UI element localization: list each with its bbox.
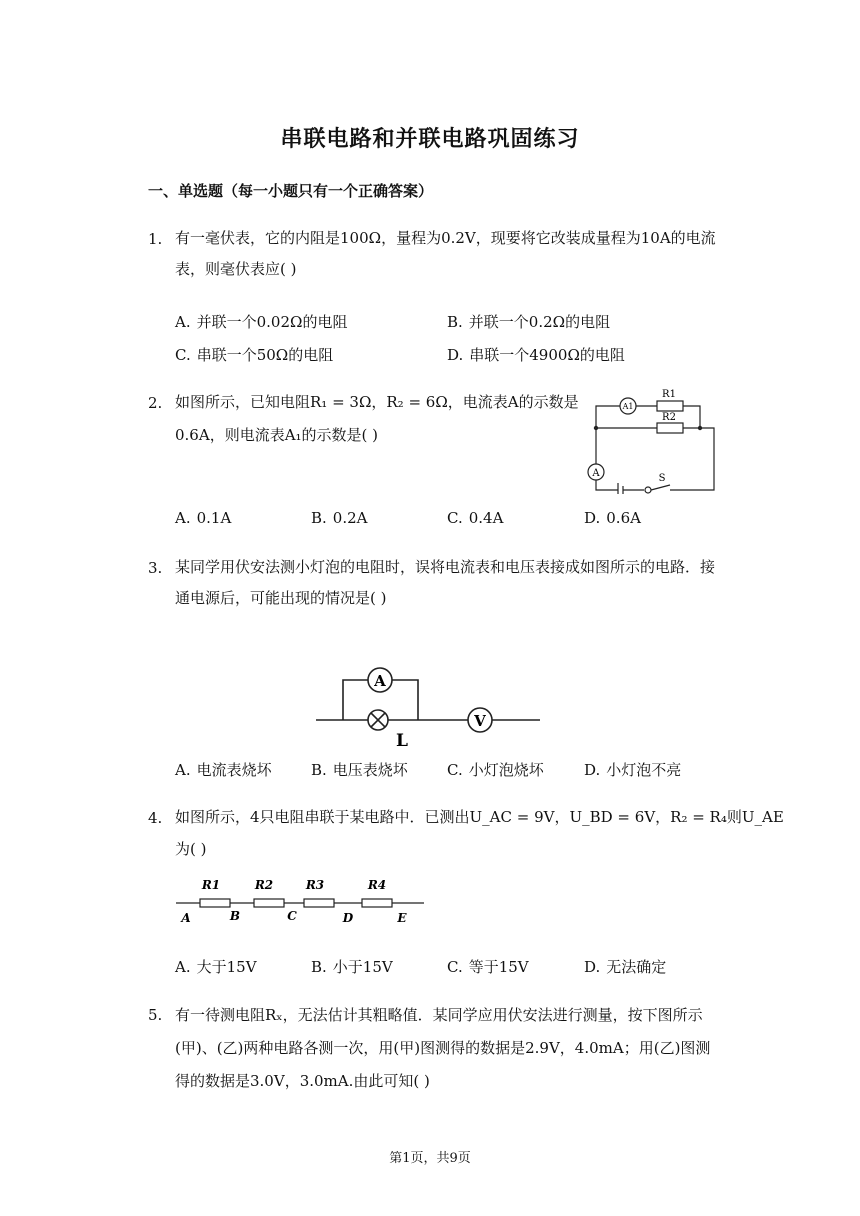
page-title: 串联电路和并联电路巩固练习: [280, 126, 580, 152]
node-label: B: [229, 909, 241, 923]
question-number: 5.: [148, 1006, 163, 1024]
option-d: D. 0.6A: [584, 509, 641, 527]
question-text: 有一毫伏表，它的内阻是100Ω，量程为0.2V，现要将它改装成量程为10A的电流表，则毫伏表应( ): [175, 229, 716, 278]
section-heading: 一、单选题（每一小题只有一个正确答案）: [148, 182, 434, 200]
question-text-line: 如图所示，已知电阻R₁ = 3Ω，R₂ = 6Ω，电流表A的示数是: [175, 393, 579, 411]
option-b: B. 小于15V: [311, 958, 393, 976]
ammeter-a1-label: A1: [622, 402, 634, 411]
ammeter-a-label: A: [592, 468, 600, 479]
option-d: D. 串联一个4900Ω的电阻: [447, 346, 625, 364]
question-text-line: 为( ): [175, 840, 207, 858]
lamp-ammeter-circuit-figure: [312, 664, 544, 750]
option-c: C. 小灯泡烧坏: [447, 761, 544, 779]
question-text-line: 0.6A，则电流表A₁的示数是( ): [175, 426, 379, 444]
option-c: C. 等于15V: [447, 958, 529, 976]
option-d: D. 小灯泡不亮: [584, 761, 682, 779]
voltmeter-label: V: [474, 712, 486, 730]
r2-label: R2: [662, 412, 676, 423]
option-b: B. 并联一个0.2Ω的电阻: [447, 313, 611, 331]
series-resistors-figure: [172, 872, 430, 926]
node-label: E: [397, 911, 407, 925]
node-label: D: [342, 911, 354, 925]
option-a: A. 大于15V: [175, 958, 257, 976]
ammeter-label: A: [374, 672, 386, 690]
page-footer: 第1页，共9页: [389, 1151, 471, 1166]
question-number: 1.: [148, 230, 163, 248]
question-number: 2.: [148, 394, 163, 412]
question-text-line: 如图所示，4只电阻串联于某电路中．已测出U_AC = 9V，U_BD = 6V，R₂ = R₄则U_AE: [175, 808, 784, 826]
option-b: B. 电压表烧坏: [311, 761, 408, 779]
option-c: C. 0.4A: [447, 509, 504, 527]
resistor-label: R4: [367, 878, 387, 892]
question-text: 某同学用伏安法测小灯泡的电阻时，误将电流表和电压表接成如图所示的电路．接通电源后，可能出现的情况是( ): [175, 558, 716, 607]
option-b: B. 0.2A: [311, 509, 368, 527]
resistor-label: R3: [305, 878, 325, 892]
question-number: 4.: [148, 809, 163, 827]
option-a: A. 电流表烧坏: [175, 761, 272, 779]
node-label: A: [181, 911, 191, 925]
question-number: 3.: [148, 559, 163, 577]
option-a: A. 并联一个0.02Ω的电阻: [175, 313, 348, 331]
question-text: 有一待测电阻Rₓ，无法估计其粗略值．某同学应用伏安法进行测量，按下图所示(甲)、(乙)两种电路各测一次，用(甲)图测得的数据是2.9V，4.0mA；用(乙)图测得的数据是3.0V，3.0mA.由此可知( ): [175, 1006, 711, 1090]
resistor-label: R2: [254, 878, 274, 892]
switch-label: S: [658, 473, 666, 484]
node-label: C: [287, 909, 297, 923]
r1-label: R1: [662, 389, 676, 400]
parallel-circuit-figure: [582, 382, 722, 494]
option-c: C. 串联一个50Ω的电阻: [175, 346, 334, 364]
option-a: A. 0.1A: [175, 509, 232, 527]
lamp-label: L: [396, 731, 408, 750]
resistor-label: R1: [201, 878, 221, 892]
option-d: D. 无法确定: [584, 958, 667, 976]
